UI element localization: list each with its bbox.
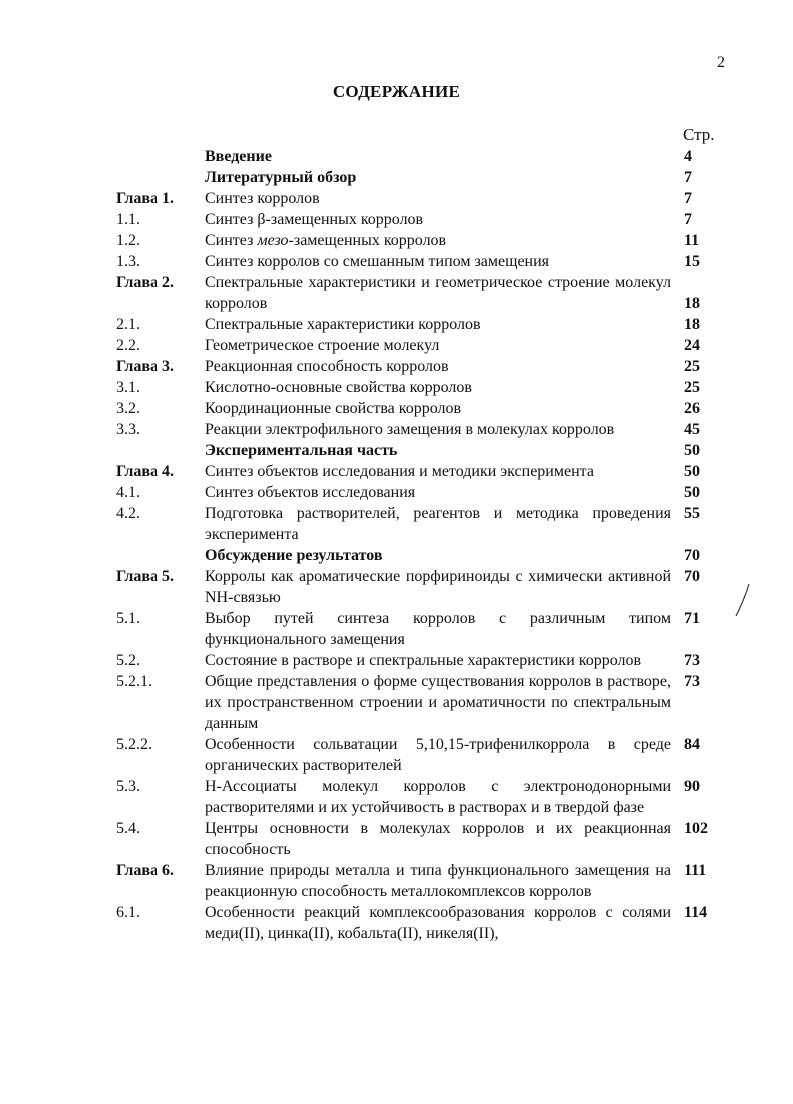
toc-entry: [116, 860, 726, 902]
toc-entry: [116, 335, 726, 356]
entry-title: Общие представления о форме существования корролов в растворе, их пространственном строении и ароматичности по спектральным данным: [205, 673, 671, 732]
entry-page: 50: [684, 484, 700, 501]
entry-page: 71: [684, 610, 700, 627]
entry-page: 111: [684, 862, 707, 879]
toc-header: [116, 124, 726, 146]
entry-title: Спектральные характеристики и геометрическое строение молекул корролов: [205, 274, 671, 312]
entry-page: 114: [684, 904, 708, 921]
toc-entry: [116, 545, 726, 566]
toc-entry: [116, 314, 726, 335]
entry-page: 24: [684, 337, 700, 354]
toc-entry: [116, 398, 726, 419]
entry-number: 3.3.: [116, 421, 140, 438]
entry-title: Геометрическое строение молекул: [205, 337, 440, 354]
toc-entry: [116, 251, 726, 272]
entry-page: 7: [684, 169, 692, 186]
entry-number: 2.1.: [116, 316, 140, 333]
entry-number: Глава 3.: [116, 358, 174, 375]
entry-number: Глава 5.: [116, 568, 174, 585]
entry-title: Синтез β-замещенных корролов: [205, 211, 424, 228]
toc-entry: [116, 188, 726, 209]
toc-entry: [116, 503, 726, 545]
entry-page: 4: [684, 148, 692, 165]
entry-page: 70: [684, 568, 700, 585]
entry-number: 4.2.: [116, 505, 140, 522]
toc-entry: [116, 419, 726, 440]
entry-title: Экспериментальная часть: [205, 442, 398, 459]
entry-number: 3.2.: [116, 400, 140, 417]
entry-title: Синтез мезо-замещенных корролов: [205, 232, 447, 249]
entry-title: Кислотно-основные свойства корролов: [205, 379, 472, 396]
toc-entry: [116, 608, 726, 650]
entry-page: 11: [684, 232, 700, 249]
entry-page: 55: [684, 505, 700, 522]
toc-entry: [116, 650, 726, 671]
entry-page: 25: [684, 379, 700, 396]
entry-title: Синтез объектов исследования и методики эксперимента: [205, 463, 594, 480]
entry-number: 2.2.: [116, 337, 140, 354]
entry-number: Глава 4.: [116, 463, 174, 480]
entry-page: 7: [684, 190, 692, 207]
toc-entry: [116, 671, 726, 734]
toc-entry: [116, 356, 726, 377]
entry-number: 5.2.1.: [116, 673, 152, 690]
entry-page: 73: [684, 652, 700, 669]
entry-number: Глава 1.: [116, 190, 174, 207]
entry-title: Спектральные характеристики корролов: [205, 316, 481, 333]
entry-page: 26: [684, 400, 700, 417]
entry-page: 70: [684, 547, 700, 564]
entry-title: Реакционная способность корролов: [205, 358, 449, 375]
entry-title: Синтез корролов: [205, 190, 320, 207]
entry-title: Центры основности в молекулах корролов и их реакционная способность: [205, 820, 671, 858]
entry-page: 45: [684, 421, 700, 438]
entry-page: 90: [684, 778, 700, 795]
page-number: 2: [717, 54, 725, 71]
entry-number: 5.3.: [116, 778, 140, 795]
entry-title: Состояние в растворе и спектральные характеристики корролов: [205, 652, 642, 669]
entry-title: Литературный обзор: [205, 169, 357, 186]
entry-page: 84: [684, 736, 700, 753]
page-column-label: Стр.: [683, 125, 715, 144]
entry-title: Реакции электрофильного замещения в молекулах корролов: [205, 421, 615, 438]
entry-number: 1.1.: [116, 211, 140, 228]
entry-title: Корролы как ароматические порфириноиды с химически активной NH-связью: [205, 568, 671, 606]
entry-title: Введение: [205, 148, 272, 165]
toc-entry: [116, 230, 726, 251]
toc-entry: [116, 482, 726, 503]
entry-number: 1.3.: [116, 253, 140, 270]
toc-entry: [116, 272, 726, 314]
entry-title: Координационные свойства корролов: [205, 400, 462, 417]
page-title: СОДЕРЖАНИЕ: [332, 82, 461, 101]
entry-page: 15: [684, 253, 700, 270]
entry-title: Обсуждение результатов: [205, 547, 383, 564]
entry-number: 1.2.: [116, 232, 140, 249]
entry-page: 7: [684, 211, 692, 228]
entry-number: 3.1.: [116, 379, 140, 396]
toc-entry: [116, 818, 726, 860]
entry-number: Глава 2.: [116, 274, 174, 291]
entry-page: 73: [684, 673, 700, 690]
toc-entry: [116, 167, 726, 188]
toc-entry: [116, 902, 726, 944]
entry-number: 6.1.: [116, 904, 140, 921]
entry-page: 25: [684, 358, 700, 375]
toc-entry: [116, 776, 726, 818]
entry-title: Синтез корролов со смешанным типом замещения: [205, 253, 550, 270]
entry-page: 102: [684, 820, 708, 837]
entry-number: 5.4.: [116, 820, 140, 837]
pen-mark: [733, 582, 753, 618]
entry-number: 5.2.: [116, 652, 140, 669]
toc-entry: [116, 209, 726, 230]
entry-title: Влияние природы металла и типа функционального замещения на реакционную способность металлокомплексов корролов: [205, 862, 671, 900]
toc-entry: [116, 440, 726, 461]
entry-number: 5.2.2.: [116, 736, 152, 753]
entry-title: Подготовка растворителей, реагентов и методика проведения эксперимента: [205, 505, 671, 543]
toc-entry: [116, 377, 726, 398]
entry-page: 50: [684, 463, 700, 480]
entry-number: 4.1.: [116, 484, 140, 501]
entry-title: Выбор путей синтеза корролов с различным типом функционального замещения: [205, 610, 671, 648]
toc-entry: [116, 734, 726, 776]
entry-page: 18: [684, 316, 700, 333]
toc-entry: [116, 146, 726, 167]
toc-entry: [116, 461, 726, 482]
entry-title: Н-Ассоциаты молекул корролов с электронодонорными растворителями и их устойчивость в растворах и в твердой фазе: [205, 778, 671, 816]
entry-title: Синтез объектов исследования: [205, 484, 416, 501]
entry-page: 50: [684, 442, 700, 459]
table-of-contents: [116, 124, 726, 944]
toc-entries: [116, 146, 726, 944]
entry-title: Особенности реакций комплексообразования корролов с солями меди(II), цинка(II), кобальта(II), никеля(II),: [205, 904, 671, 942]
entry-number: Глава 6.: [116, 862, 174, 879]
entry-title: Особенности сольватации 5,10,15-трифенилкоррола в среде органических растворителей: [205, 736, 671, 774]
entry-number: 5.1.: [116, 610, 140, 627]
toc-entry: [116, 566, 726, 608]
entry-page: 18: [684, 295, 700, 312]
